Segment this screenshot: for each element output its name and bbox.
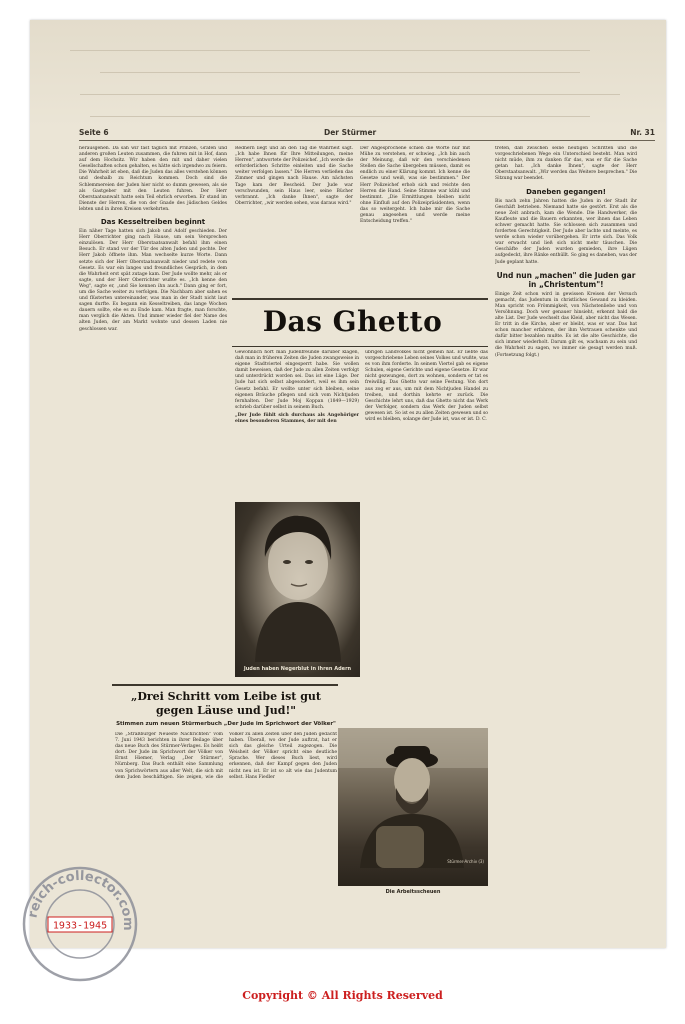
column-1 [79,146,227,680]
street-figure [338,728,488,868]
masthead-title: Der Stürmer [324,128,377,137]
street-photo [338,728,488,886]
column-3-top-text: Der Angesprochene schien die Worte nur mit Mühe zu verstehen, er schwieg. „Ich bin auch der Meinung, daß wir den verschiedenen Stellen die Sache übergeben müssen, damit es endlich zu einer Klärung kommt. Ich kenne die Gesetze und weiß, was sie bestimmen." Der Herr Polizeichef erhob sich und reichte den Herren die Hand. Seine Stimme war kühl und bestimmt. „Die Ermittlungen bleiben nicht ohne Einfluß auf den Polizeipräsidenten, wenn das so weitergeht. Ich habe mir die Sache genau angesehen und werde meine Entscheidung treffen." [360,146,470,225]
stamp-years: 1933-1945 [52,920,108,932]
column-4-heading: Daneben gegangen! [526,187,606,196]
column-4-top-text: treten, daß zwischen seine heutigen Schritten und die vorgeschriebenen Wege ein Unterschied besteht. Man wird nicht müde, ihm zu danken für das, was er für die Sache getan hat. „Ich danke Ihnen", sagte der Herr Oberstaatsanwalt. „Wir werden das Weitere besprechen." Die Sitzung war beendet. [495,146,637,182]
ghetto-headline: Das Ghetto [262,305,443,338]
column-1-heading: Das Kesseltreiben beginnt [100,218,206,227]
ghetto-text-right: übrigen Landvolkes nicht gemein hat. Er liebte das vorgeschriebene Leben seines Volkes und wußte, was es von ihm forderte. In seinem Viertel gab es eigene Schulen, eigene Gerichte und eigene Gesetze. Er war nicht gezwungen, dort zu wohnen, sondern er tat es freiwillig. Das Ghetto war seine Festung. Von dort aus zog er aus, um mit dem Nichtjuden Handel zu treiben, und dorthin kehrte er zurück. Die Geschichte lehrt uns, daß das Ghetto nicht das Werk der Verfolger, sondern das Werk der Juden selbst gewesen ist. So ist es zu allen Zeiten gewesen und so wird es bleiben, solange der Jude ist, was er ist. D. C. [365,350,488,423]
header-rule [79,140,655,141]
column-3 [360,146,470,296]
column-4-heading-2: Und nun „machen" die Juden gar in „Christentum"! [496,270,636,289]
street-photo-caption: Die Arbeitsscheuen [385,889,441,895]
bleed-line [100,72,580,73]
column-4 [495,146,637,886]
bleed-line [80,94,620,95]
article-rule [112,684,338,686]
portrait-photo [235,502,360,677]
bleed-line [70,50,590,51]
portrait-caption: Juden haben Negerblut in ihren Adern [243,666,352,672]
ghetto-column-right [365,350,488,690]
article-rule [232,346,488,347]
column-2 [235,146,353,296]
column-4-mid-text: Bis nach zehn Jahren hatten die Juden in der Stadt ihr Geschäft betrieben. Niemand hatte sie gestört. Erst als die neue Zeit anbrach, kam die Wende. Die Handwerker, die Kaufleute und die Bauern erkannten, wer ihnen das Leben schwer gemacht hatte. Sie schlossen sich zusammen und forderten Gerechtigkeit. Der Jude aber lachte und meinte, es werde schon wieder vorübergehen. Er irrte sich. Das Volk war erwacht und ließ sich nicht mehr täuschen. Die Geschäfte der Juden wurden gemieden, ihre Lügen aufgedeckt, ihre Ränke enthüllt. So ging es daneben, was der Jude geplant hatte. [495,198,637,265]
portrait-figure [235,502,360,662]
ghetto-column-left [235,350,359,500]
copyright-notice: Copyright © All Rights Reserved [242,989,443,1002]
stamp-ring-text: reich-collector.com [25,868,136,931]
article-2-subline: Stimmen zum neuen Stürmerbuch „Der Jude im Sprichwort der Völker" [116,721,336,727]
column-2-top-text: Rednern liegt und an den Tag die Wahrheit sagt. „Ich habe Ihnen für Ihre Mitteilungen, meine Herren", antwortete der Polizeichef. „Ich werde die erforderlichen Schritte einleiten und die Sache weiter verfolgen lassen." Die Herren verließen das Zimmer und gingen nach Hause. Am nächsten Tage kam der Bescheid. Der Jude war verschwunden, sein Haus leer, seine Bücher verbrannt. „Ich danke Ihnen", sagte der Oberrichter, „wir werden sehen, was daraus wird." [235,146,353,206]
bleed-line [90,116,590,117]
ghetto-text-left: Gewöhnlich hört man Judenfreunde darüber klagen, daß man in früheren Zeiten die Juden zwangsweise in eigene Stadtviertel eingesperrt habe. Sie wollen damit beweisen, daß der Jude zu allen Zeiten verfolgt und unterdrückt worden sei. Das ist eine Lüge. Der Jude hat sich selbst abgesondert, weil es ihm sein Gesetz befahl. Er wollte unter sich bleiben, seine eigenen Bräuche pflegen und sich vom Nichtjuden fernhalten. Der Jude Moj Koppan (1849—1929) schrieb darüber selbst in seinem Buch. [235,350,359,410]
collector-stamp [18,862,142,986]
ghetto-quote: „Der Jude fühlt sich durchaus als Angehöriger eines besonderen Stammes, der mit den [235,412,359,425]
column-1-mid-text: Ein näher Tage hatten sich Jakob und Adolf geschieden. Der Herr Oberrichter ging nach Hause, um sein Versprechen einzulösen. Der Herr Oberstaatsanwalt befahl ihm einen Besuch. Er stand vor der Tür des alten Juden und pochte. Der Herr Jakob öffnete ihm. Man wechselte kurze Worte. Dann setzte sich der Herr Oberstaatsanwalt nieder und redete vom Gesetz. Es war ein langes und freundliches Gespräch, in dem die Wahrheit erst spät zutage kam. Der Jude wollte mehr, als er sagte, und der Herr Oberrichter wußte es. „Ich kenne den Weg", sagte er, „und Sie kennen ihn auch." Dann ging er fort, um die Sache weiter zu verfolgen. Die Nachbarn aber sahen es und flüsterten untereinander, was man in der Stadt nicht laut sagen durfte. Es begann ein Kesseltreiben, das lange Wochen dauern sollte, ehe es zu Ende kam. Man fragte, man forschte, man verglich die Akten. Und immer wieder fiel der Name des alten Juden, der am Markt wohnte und dessen Laden nie geschlossen war. [79,229,227,332]
page-number: Seite 6 [79,128,109,137]
page-bleed-area [30,20,666,128]
ghetto-headline-box [235,300,470,344]
column-4-bottom-text: Einige Zeit schon wird in gewissen Kreisen der Versuch gemacht, das Judentum in christliches Gewand zu kleiden. Man spricht von Frömmigkeit, von Nächstenliebe und von Versöhnung. Doch wer genauer hinsieht, erkennt bald die alte List. Der Jude wechselt das Kleid, aber nicht das Wesen. Er tritt in die Kirche, aber er bleibt, was er war. Das hat schon mancher erfahren, der ihm Vertrauen schenkte und dafür bitter bezahlen mußte. Es ist die alte Geschichte, die sich immer wiederholt. Darum gilt es, wachsam zu sein und die Wahrheit zu sagen, wo immer sie gesagt werden muß. (Fortsetzung folgt.) [495,291,637,358]
article-2-body [115,732,337,887]
issue-number: Nr. 31 [630,128,655,137]
article-2-text: Die „Straßburger Neueste Nachrichten" vom 7. Juni 1943 berichten in ihrer Beilage über das neue Buch des Stürmer-Verlages. Es heißt dort: Der Jude im Sprichwort der Völker von Ernst Hiemer, Verlag „Der Stürmer", Nürnberg. Das Buch enthält eine Sammlung von Sprichwörtern aus aller Welt, die sich mit dem Juden beschäftigen. Sie zeigen, wie die Völker zu allen Zeiten über den Juden gedacht haben. Überall, wo der Jude auftrat, hat er sich das gleiche Urteil zugezogen. Die Weisheit der Völker spricht eine deutliche Sprache. Wer dieses Buch liest, wird erkennen, daß der Kampf gegen den Juden nicht neu ist. Er ist so alt wie das Judentum selbst. Hans Fiedler [115,732,337,780]
column-1-top-text: herausgehen. Da sah wir fast täglich mit Prinzen, Grafen und anderen großen Leuten zusammen, die fuhren mit in Hof, dann auf dem Hochsitz. Wir haben den mit und daher vielen Gesellschaften schon gehalten, es hätte sich irgendwo zu feiern. Die Wahrheit ist eben, daß die Juden das alles verstehen können und deshalb zu Reichtum kommen. Doch sind die Schlemmereien der Juden hier nicht so dumm gewesen, als sie als Gastgeber mit den Leuten fuhren. Der Herr Oberstaatsanwalt hatte sein Teil ehrlich erworben. Er stand im Dienste der Herren, die von der Gnade des jüdischen Geldes lebten und in ihren Kreisen verkehrten. [79,146,227,212]
article-2-headline: „Drei Schritt vom Leibe ist gut gegen Läuse und Jud!" [131,690,321,717]
photo-credit: Stürmer-Archiv (3) [447,859,484,864]
